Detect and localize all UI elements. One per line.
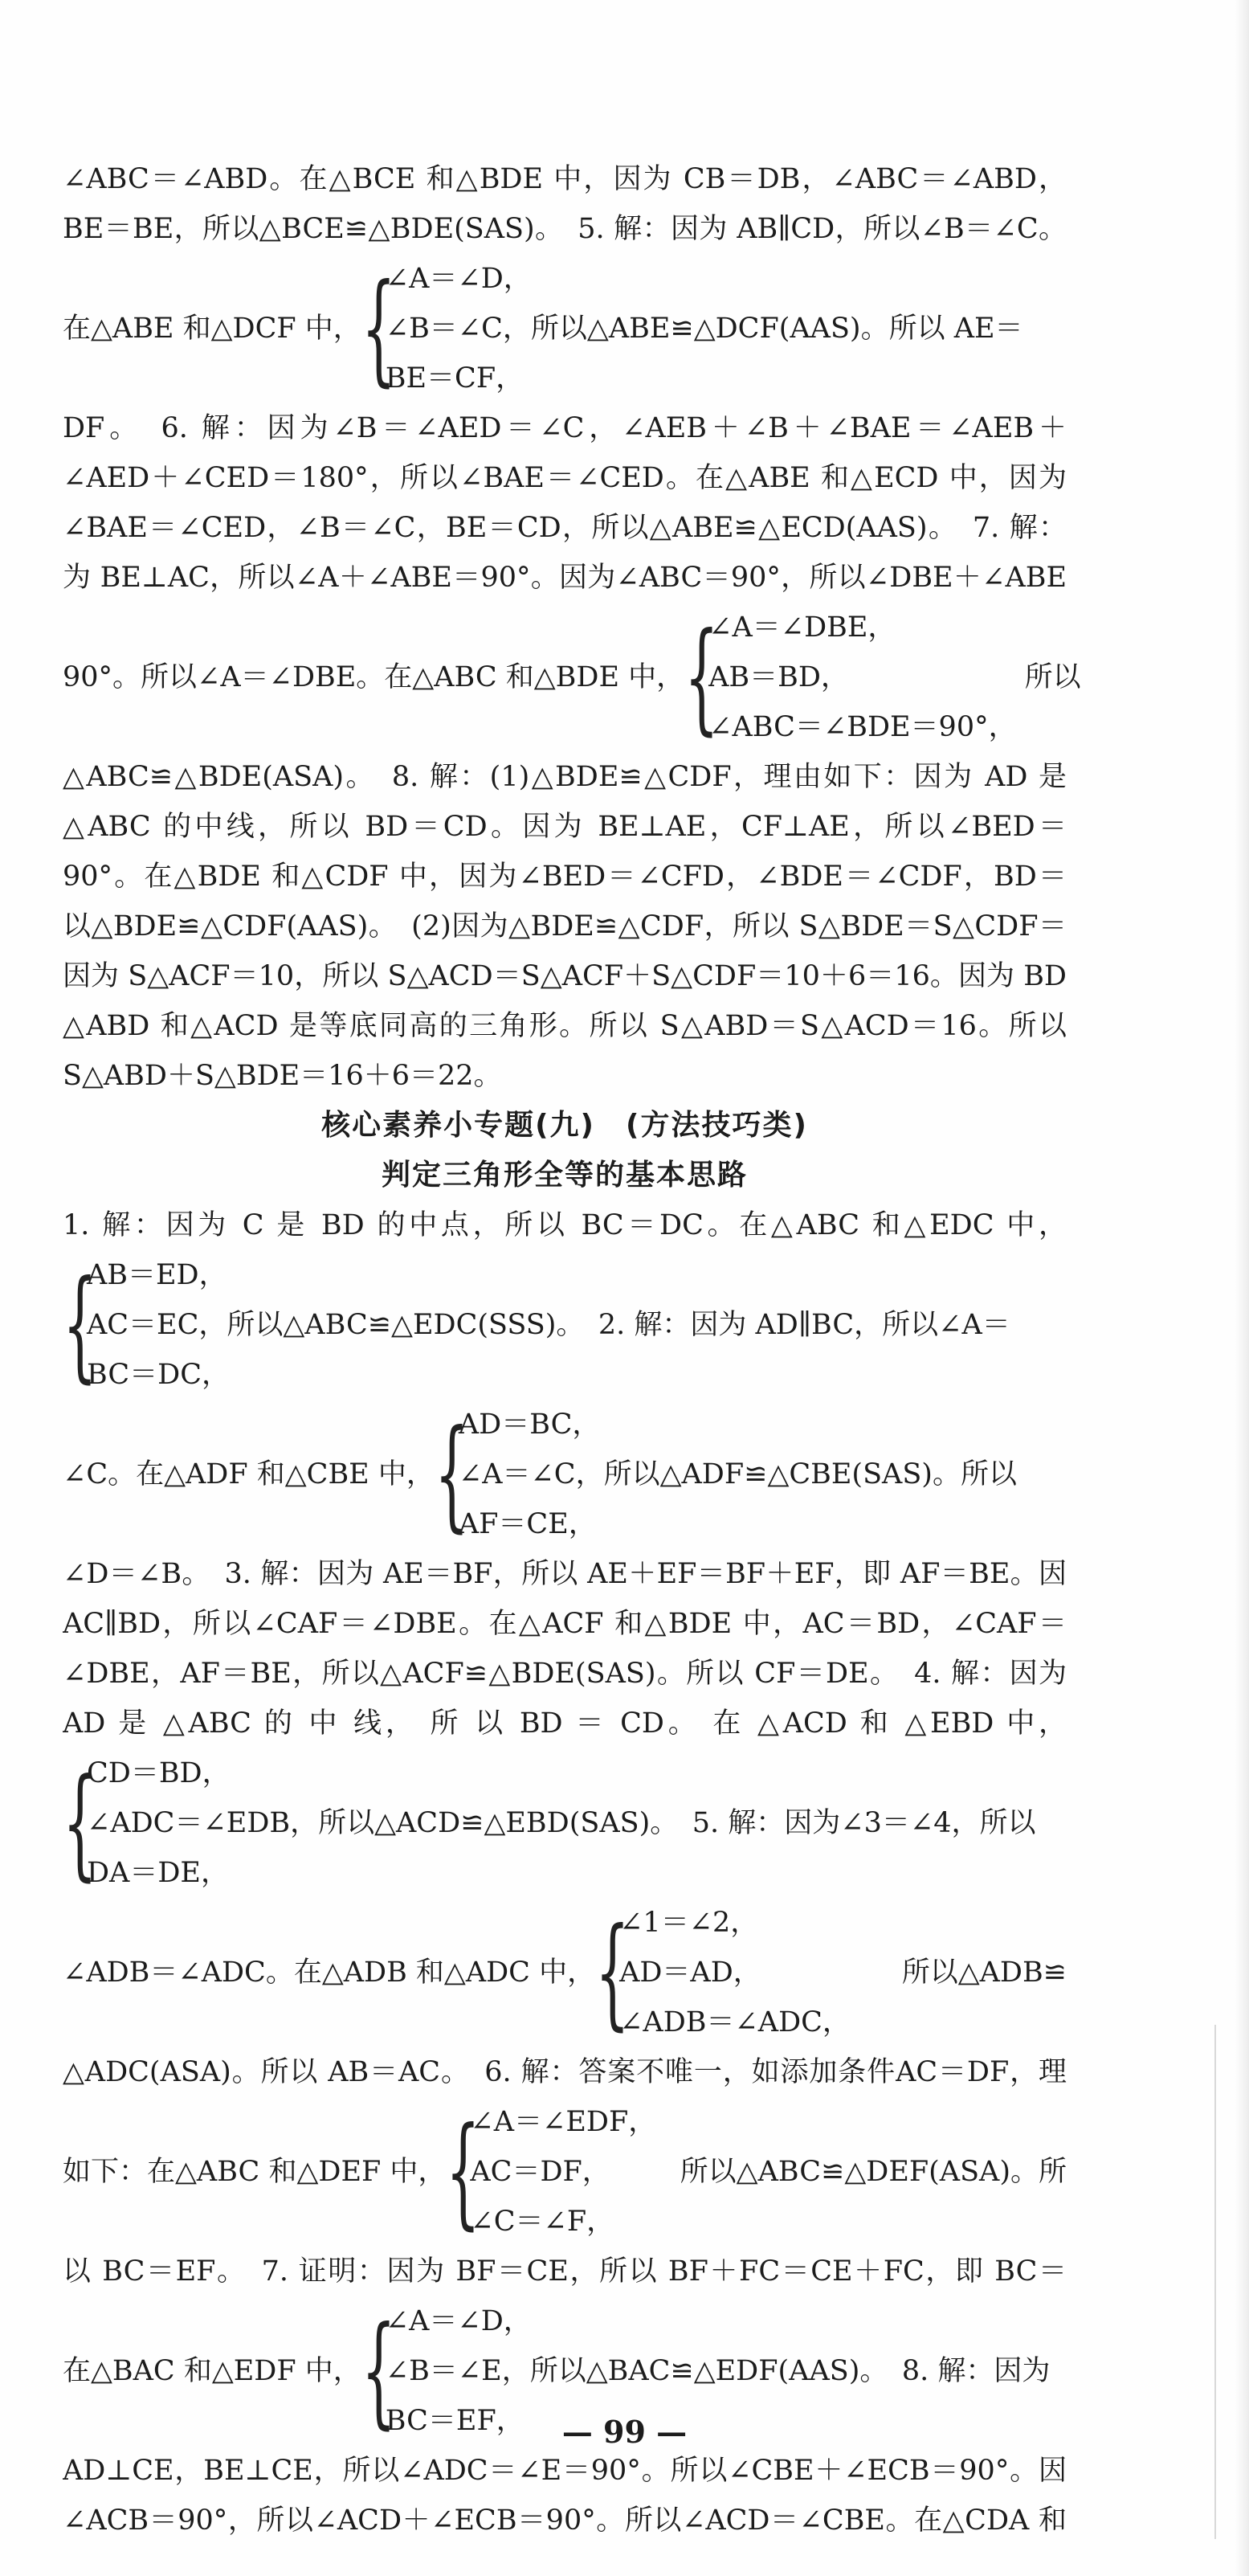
system-line: ∠B＝∠E，所以△BAC≌△EDF(AAS)。 8. 解：因为 [385, 2355, 1051, 2387]
equation-system [63, 2097, 1067, 2247]
text-line: △ABC≌△BDE(ASA)。 8. 解：(1)△BDE≌△CDF，理由如下：因为 AD 是 [63, 761, 1067, 793]
text-line: ∠DBE，AF＝BE，所以△ACF≌△BDE(SAS)。所以 CF＝DE。 4. 解：因为 [63, 1658, 1067, 1690]
system-line: ∠ADC＝∠EDB，所以△ACD≌△EBD(SAS)。 5. 解：因为∠3＝∠4，所以 [87, 1807, 1036, 1839]
equation-system [63, 254, 1067, 403]
system-line: BE＝CF， [385, 362, 524, 395]
left-brace: { [361, 259, 396, 399]
equation-system [63, 603, 1081, 752]
system-lead-text: 在△ABE 和△DCF 中， [63, 313, 361, 345]
system-line: ∠A＝∠D， [385, 2305, 532, 2337]
text-line: ∠ABC＝∠ABD。在△BCE 和△BDE 中，因为 CB＝DB，∠ABC＝∠ABD， [63, 163, 1067, 195]
text-line: 以△BDE≌△CDF(AAS)。 (2)因为△BDE≌△CDF，所以 S△BDE＝S△CDF＝ [63, 910, 1067, 942]
system-line: AD＝BC， [458, 1409, 601, 1441]
text-line: ∠BAE＝∠CED，∠B＝∠C，BE＝CD，所以△ABE≌△ECD(AAS)。 7. 解： [63, 512, 1067, 544]
section-subtitle: 判定三角形全等的基本思路 [381, 1159, 748, 1192]
page-number: — 99 — [561, 2414, 688, 2450]
text-line: 为 BE⊥AC，所以∠A＋∠ABE＝90°。因为∠ABC＝90°，所以∠DBE＋∠ABE [63, 562, 1067, 594]
equation-system [63, 1400, 1067, 1549]
left-brace: { [595, 1903, 631, 2042]
left-brace: { [434, 1405, 469, 1544]
system-trail-text: 所以 [1024, 661, 1081, 693]
system-line: ∠A＝∠D， [385, 263, 532, 295]
text-line: 1. 解：因为 C 是 BD 的中点，所以 BC＝DC。在△ABC 和△EDC 中， [63, 1209, 1067, 1241]
text-line: ∠D＝∠B。 3. 解：因为 AE＝BF，所以 AE＋EF＝BF＋EF，即 AF＝BE。因 [63, 1558, 1067, 1590]
system-lead-text: ∠ADB＝∠ADC。在△ADB 和△ADC 中， [63, 1957, 596, 1989]
text-line: S△ABD＋S△BDE＝16＋6＝22。 [63, 1060, 502, 1092]
system-line: BC＝DC， [87, 1359, 230, 1391]
system-line: ∠A＝∠EDF， [470, 2106, 657, 2138]
system-line: DA＝DE， [87, 1857, 229, 1889]
text-line: 因为 S△ACF＝10，所以 S△ACD＝S△ACF＋S△CDF＝10＋6＝16。因为 BD [63, 960, 1067, 992]
left-brace: { [361, 2301, 396, 2441]
system-line: AC＝EC，所以△ABC≌△EDC(SSS)。 2. 解：因为 AD∥BC，所以∠A＝ [87, 1309, 1010, 1341]
equation-system [63, 1748, 1067, 1898]
equation-system [63, 1898, 1067, 2047]
page-edge-shadow [1235, 0, 1249, 2576]
text-line: AD 是 △ABC 的 中 线， 所 以 BD ＝ CD。 在 △ACD 和 △EBD 中， [63, 1707, 1067, 1740]
system-lead-text: ∠C。在△ADF 和△CBE 中， [63, 1458, 435, 1490]
system-trail-text: 所以△ABC≌△DEF(ASA)。所 [680, 2156, 1067, 2188]
system-line: ∠ABC＝∠BDE＝90°， [708, 711, 1017, 743]
system-line: ∠B＝∠C，所以△ABE≌△DCF(AAS)。所以 AE＝ [385, 313, 1023, 345]
system-line: ∠C＝∠F， [470, 2206, 615, 2238]
system-line: ∠A＝∠C，所以△ADF≌△CBE(SAS)。所以 [458, 1458, 1017, 1490]
section-title: 核心素养小专题(九) (方法技巧类) [321, 1109, 808, 1142]
scan-edge-line [1214, 2025, 1216, 2539]
left-brace: { [446, 2102, 481, 2242]
system-lead-text: 90°。所以∠A＝∠DBE。在△ABC 和△BDE 中， [63, 661, 685, 693]
system-line: BC＝EF， [385, 2405, 524, 2437]
system-line: AF＝CE， [458, 1508, 597, 1540]
system-line: ∠A＝∠DBE， [708, 611, 896, 644]
answer-text [63, 154, 1081, 2545]
system-line: CD＝BD， [87, 1757, 231, 1789]
system-line: ∠ADB＝∠ADC， [619, 2006, 851, 2038]
system-lead-text: 在△BAC 和△EDF 中， [63, 2355, 361, 2387]
text-line: 以 BC＝EF。 7. 证明：因为 BF＝CE，所以 BF＋FC＝CE＋FC，即 BC＝ [63, 2255, 1067, 2288]
left-brace: { [63, 1255, 97, 1395]
text-line: △ADC(ASA)。所以 AB＝AC。 6. 解：答案不唯一，如添加条件AC＝DF，理 [63, 2056, 1067, 2088]
left-brace: { [63, 1753, 97, 1893]
system-line: AB＝ED， [87, 1259, 227, 1291]
text-line: ∠AED＋∠CED＝180°，所以∠BAE＝∠CED。在△ABE 和△ECD 中，因为 [63, 462, 1067, 494]
text-line: △ABD 和△ACD 是等底同高的三角形。所以 S△ABD＝S△ACD＝16。所以 [63, 1010, 1067, 1042]
text-line: AC∥BD，所以∠CAF＝∠DBE。在△ACF 和△BDE 中，AC＝BD，∠CAF＝ [63, 1608, 1067, 1640]
left-brace: { [684, 607, 720, 747]
system-line: ∠1＝∠2， [619, 1907, 759, 1939]
text-line: DF。 6. 解：因为∠B＝∠AED＝∠C，∠AEB＋∠B＋∠BAE＝∠AEB＋ [63, 412, 1067, 444]
system-trail-text: 所以△ADB≌ [901, 1957, 1067, 1989]
equation-system [63, 1250, 1067, 1400]
system-lead-text: 如下：在△ABC 和△DEF 中， [63, 2156, 447, 2188]
text-line: ∠ACB＝90°，所以∠ACD＋∠ECB＝90°。所以∠ACD＝∠CBE。在△CDA 和 [63, 2504, 1067, 2537]
system-line: AB＝BD， [708, 661, 849, 693]
text-line: BE＝BE，所以△BCE≌△BDE(SAS)。 5. 解：因为 AB∥CD，所以∠B＝∠C。 [63, 213, 1067, 245]
text-line: AD⊥CE，BE⊥CE，所以∠ADC＝∠E＝90°。所以∠CBE＋∠ECB＝90°。因 [63, 2455, 1067, 2487]
text-line: 90°。在△BDE 和△CDF 中，因为∠BED＝∠CFD，∠BDE＝∠CDF，BD＝ [63, 861, 1067, 893]
text-line: △ABC 的中线，所以 BD＝CD。因为 BE⊥AE，CF⊥AE，所以∠BED＝ [63, 811, 1067, 843]
system-line: AD＝AD， [619, 1957, 761, 1989]
system-line: AC＝DF， [470, 2156, 610, 2188]
